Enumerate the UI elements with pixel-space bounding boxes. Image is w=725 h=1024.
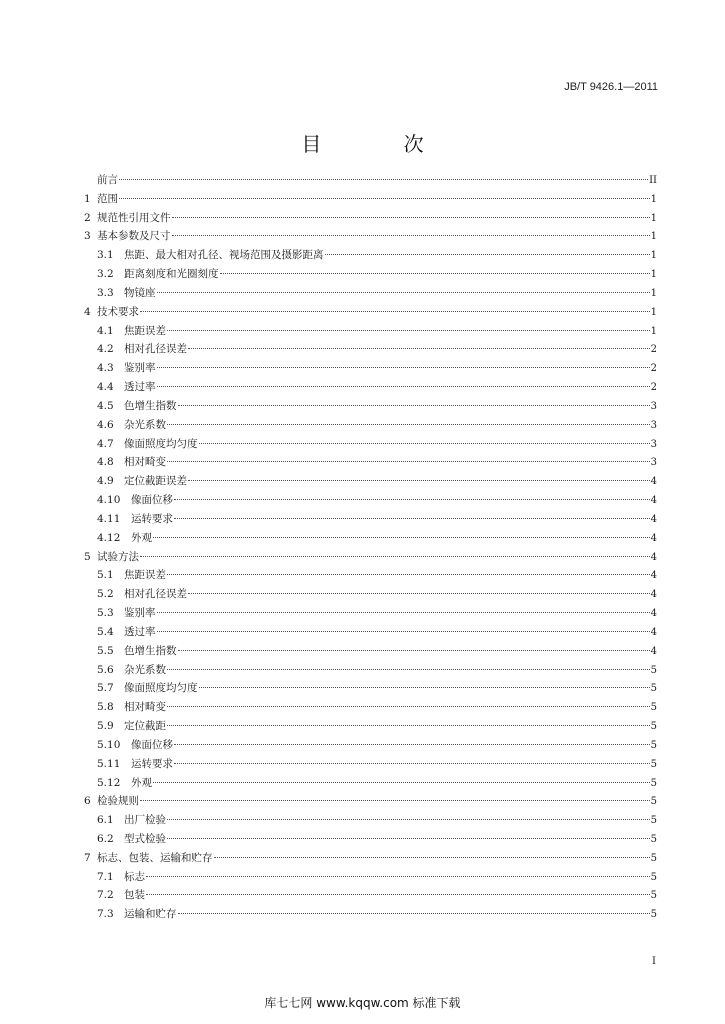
toc-entry[interactable] — [84, 811, 657, 830]
toc-dot-leader — [167, 705, 650, 707]
toc-entry-page: 2 — [650, 382, 657, 394]
toc-entry-label: 包装 — [124, 889, 145, 902]
toc-entry[interactable] — [84, 886, 657, 905]
toc-entry-number: 4.7 — [97, 437, 114, 450]
toc-dot-leader — [140, 310, 650, 312]
toc-entry[interactable] — [84, 905, 657, 924]
toc-dot-leader — [157, 630, 650, 632]
toc-entry[interactable] — [84, 510, 657, 529]
toc-entry[interactable] — [84, 171, 657, 190]
toc-entry-label: 杂光系数 — [124, 418, 166, 431]
toc-dot-leader — [199, 686, 650, 688]
toc-entry[interactable] — [84, 416, 657, 435]
toc-entry[interactable] — [84, 830, 657, 849]
toc-entry-label: 透过率 — [124, 381, 156, 394]
toc-entry[interactable] — [84, 265, 657, 284]
toc-entry-number: 5.1 — [97, 569, 114, 582]
toc-entry[interactable] — [84, 623, 657, 642]
toc-dot-leader — [188, 592, 650, 594]
toc-entry[interactable] — [84, 378, 657, 397]
toc-entry-page: 4 — [650, 495, 657, 507]
toc-entry-number: 3.3 — [97, 286, 114, 299]
toc-entry[interactable] — [84, 190, 657, 209]
toc-entry-page: 3 — [650, 419, 657, 431]
toc-entry-page: 4 — [650, 570, 657, 582]
toc-entry-number: 5.5 — [97, 644, 114, 657]
toc-entry-number: 5.7 — [97, 682, 114, 695]
toc-entry-page: 4 — [650, 513, 657, 525]
toc-entry-page: 3 — [650, 400, 657, 412]
toc-dot-leader — [153, 536, 650, 538]
toc-entry-number: 4.5 — [97, 399, 114, 412]
toc-entry-label: 色增生指数 — [124, 399, 177, 412]
toc-dot-leader — [167, 573, 650, 575]
toc-dot-leader — [167, 724, 650, 726]
toc-dot-leader — [188, 479, 650, 481]
page-title: 目 次 — [301, 132, 462, 156]
toc-entry-number: 3.1 — [97, 249, 114, 262]
toc-entry-label: 规范性引用文件 — [97, 211, 171, 224]
toc-entry-number: 4.6 — [97, 418, 114, 431]
toc-entry-page: 1 — [650, 287, 657, 299]
toc-entry-label: 像面照度均匀度 — [124, 437, 198, 450]
toc-entry-number: 6 — [84, 795, 91, 808]
toc-dot-leader — [140, 799, 650, 801]
toc-entry[interactable] — [84, 585, 657, 604]
toc-entry-number: 7.3 — [97, 908, 114, 921]
toc-entry-number: 4.12 — [97, 531, 121, 544]
toc-entry-number: 5.8 — [97, 701, 114, 714]
toc-dot-leader — [167, 818, 650, 820]
toc-entry-page: 5 — [650, 871, 657, 883]
toc-entry[interactable] — [84, 604, 657, 623]
toc-dot-leader — [146, 875, 650, 877]
toc-entry-label: 相对孔径误差 — [124, 588, 187, 601]
toc-entry-number: 4.8 — [97, 456, 114, 469]
toc-dot-leader — [188, 347, 650, 349]
toc-entry-page: 3 — [650, 438, 657, 450]
toc-entry-label: 相对畸变 — [124, 456, 166, 469]
toc-entry-label: 标志、包装、运输和贮存 — [97, 851, 213, 864]
toc-dot-leader — [174, 762, 650, 764]
toc-entry-number: 5 — [84, 550, 91, 563]
toc-entry[interactable] — [84, 322, 657, 341]
toc-entry-label: 色增生指数 — [124, 644, 177, 657]
toc-entry-label: 物镜座 — [124, 286, 156, 299]
toc-entry-page: 4 — [650, 645, 657, 657]
toc-entry-number: 2 — [84, 211, 91, 224]
toc-dot-leader — [172, 234, 650, 236]
toc-entry-page: 1 — [650, 306, 657, 318]
toc-entry-page: 1 — [650, 250, 657, 262]
toc-entry-page: 5 — [650, 721, 657, 733]
toc-entry-label: 出厂检验 — [124, 814, 166, 827]
toc-entry-number: 4.1 — [97, 324, 114, 337]
toc-entry-page: 5 — [650, 909, 657, 921]
toc-entry-page: 1 — [650, 269, 657, 281]
toc-entry-number: 4 — [84, 305, 91, 318]
toc-entry-label: 像面照度均匀度 — [124, 682, 198, 695]
toc-dot-leader — [220, 272, 650, 274]
toc-entry-label: 透过率 — [124, 625, 156, 638]
toc-dot-leader — [174, 517, 650, 519]
toc-entry[interactable] — [84, 227, 657, 246]
toc-entry-label: 运转要求 — [131, 757, 173, 770]
toc-entry-page: 4 — [650, 551, 657, 563]
toc-dot-leader — [167, 460, 650, 462]
toc-dot-leader — [178, 404, 650, 406]
toc-entry-label: 焦距、最大相对孔径、视场范围及摄影距离 — [124, 249, 324, 262]
toc-entry-page: 5 — [650, 683, 657, 695]
standard-code: JB/T 9426.1—2011 — [564, 81, 658, 93]
toc-entry[interactable] — [84, 435, 657, 454]
toc-entry[interactable] — [84, 679, 657, 698]
toc-entry-page: 1 — [650, 231, 657, 243]
toc-entry-page: 5 — [650, 890, 657, 902]
toc-entry[interactable] — [84, 717, 657, 736]
toc-entry-page: 2 — [650, 344, 657, 356]
toc-entry-label: 技术要求 — [97, 305, 139, 318]
toc-entry-number: 4.11 — [97, 512, 121, 525]
toc-entry-number: 5.11 — [97, 757, 121, 770]
toc-entry-number: 3 — [84, 230, 91, 243]
toc-entry[interactable] — [84, 548, 657, 567]
table-of-contents — [84, 171, 657, 924]
toc-entry-label: 定位截距 — [124, 720, 166, 733]
toc-entry-number: 4.9 — [97, 475, 114, 488]
toc-dot-leader — [167, 423, 650, 425]
toc-entry-label: 焦距误差 — [124, 569, 166, 582]
toc-entry-label: 外观 — [131, 531, 152, 544]
toc-dot-leader — [167, 668, 650, 670]
toc-dot-leader — [199, 442, 650, 444]
toc-entry-number: 5.10 — [97, 738, 121, 751]
footer-watermark: 库七七网 www.kqqw.com 标准下载 — [264, 996, 461, 1010]
toc-entry-number: 5.2 — [97, 588, 114, 601]
toc-entry[interactable] — [84, 246, 657, 265]
toc-entry-page: 4 — [650, 626, 657, 638]
toc-entry-number: 5.6 — [97, 663, 114, 676]
toc-entry-number: 1 — [84, 192, 91, 205]
toc-entry-label: 相对孔径误差 — [124, 343, 187, 356]
toc-entry[interactable] — [84, 284, 657, 303]
toc-entry[interactable] — [84, 529, 657, 548]
toc-entry-label: 外观 — [131, 776, 152, 789]
toc-entry-number: 7 — [84, 851, 91, 864]
toc-entry-page: 3 — [650, 457, 657, 469]
toc-entry-number: 5.9 — [97, 720, 114, 733]
toc-dot-leader — [157, 291, 650, 293]
page-number: I — [652, 956, 656, 967]
toc-entry-label: 检验规则 — [97, 795, 139, 808]
toc-dot-leader — [174, 498, 650, 500]
toc-entry[interactable] — [84, 340, 657, 359]
toc-entry[interactable] — [84, 397, 657, 416]
toc-entry-page: 5 — [650, 852, 657, 864]
toc-entry[interactable] — [84, 849, 657, 868]
toc-dot-leader — [157, 385, 650, 387]
toc-dot-leader — [214, 856, 650, 858]
toc-entry-label: 像面位移 — [131, 494, 173, 507]
toc-entry-label: 相对畸变 — [124, 701, 166, 714]
toc-entry-label: 试验方法 — [97, 550, 139, 563]
toc-dot-leader — [153, 781, 650, 783]
toc-entry-label: 前言 — [97, 174, 118, 186]
toc-dot-leader — [174, 743, 650, 745]
toc-entry-label: 运转要求 — [131, 512, 173, 525]
toc-dot-leader — [140, 555, 650, 557]
toc-dot-leader — [119, 197, 650, 199]
toc-entry-page: 5 — [650, 777, 657, 789]
toc-entry-label: 鉴别率 — [124, 607, 156, 620]
toc-entry-page: 1 — [650, 193, 657, 205]
toc-entry[interactable] — [84, 774, 657, 793]
toc-entry[interactable] — [84, 209, 657, 228]
toc-entry-number: 6.1 — [97, 814, 114, 827]
toc-entry-number: 7.2 — [97, 889, 114, 902]
toc-dot-leader — [119, 178, 648, 180]
toc-entry[interactable] — [84, 472, 657, 491]
toc-entry[interactable] — [84, 661, 657, 680]
toc-entry[interactable] — [84, 755, 657, 774]
toc-entry-label: 杂光系数 — [124, 663, 166, 676]
toc-dot-leader — [146, 893, 650, 895]
toc-entry-number: 5.4 — [97, 625, 114, 638]
toc-entry-page: 5 — [650, 664, 657, 676]
toc-entry-page: 5 — [650, 815, 657, 827]
toc-entry-page: 5 — [650, 702, 657, 714]
toc-entry-label: 距离刻度和光圈刻度 — [124, 268, 219, 281]
toc-entry[interactable] — [84, 736, 657, 755]
toc-entry-label: 像面位移 — [131, 738, 173, 751]
toc-dot-leader — [178, 912, 650, 914]
toc-entry[interactable] — [84, 698, 657, 717]
toc-entry-label: 范围 — [97, 192, 118, 205]
toc-dot-leader — [178, 649, 650, 651]
toc-entry-page: 4 — [650, 476, 657, 488]
toc-dot-leader — [167, 329, 650, 331]
toc-entry-label: 标志 — [124, 870, 145, 883]
toc-entry-number: 5.12 — [97, 776, 121, 789]
toc-dot-leader — [157, 611, 650, 613]
toc-entry-number: 4.2 — [97, 343, 114, 356]
toc-entry-page: 5 — [650, 796, 657, 808]
toc-entry[interactable] — [84, 642, 657, 661]
toc-entry-page: 1 — [650, 212, 657, 224]
toc-dot-leader — [157, 366, 650, 368]
toc-dot-leader — [325, 253, 650, 255]
toc-entry-label: 基本参数及尺寸 — [97, 230, 171, 243]
toc-entry-page: 4 — [650, 608, 657, 620]
toc-entry-page: 4 — [650, 532, 657, 544]
toc-entry-number: 5.3 — [97, 607, 114, 620]
toc-entry-number: 4.4 — [97, 381, 114, 394]
toc-entry[interactable] — [84, 868, 657, 887]
toc-entry[interactable] — [84, 566, 657, 585]
toc-entry-label: 定位截距误差 — [124, 475, 187, 488]
toc-entry-page: 5 — [650, 833, 657, 845]
toc-entry[interactable] — [84, 792, 657, 811]
toc-entry-page: 2 — [650, 363, 657, 375]
toc-entry-label: 焦距误差 — [124, 324, 166, 337]
toc-entry-number: 7.1 — [97, 870, 114, 883]
toc-entry-label: 鉴别率 — [124, 362, 156, 375]
toc-entry-page: II — [649, 175, 657, 186]
toc-dot-leader — [167, 837, 650, 839]
toc-entry-number: 6.2 — [97, 832, 114, 845]
toc-entry[interactable] — [84, 453, 657, 472]
toc-entry-label: 型式检验 — [124, 832, 166, 845]
toc-entry[interactable] — [84, 491, 657, 510]
toc-entry-page: 4 — [650, 589, 657, 601]
toc-entry-page: 5 — [650, 739, 657, 751]
toc-entry-number: 4.3 — [97, 362, 114, 375]
toc-dot-leader — [172, 216, 650, 218]
toc-entry-number: 3.2 — [97, 268, 114, 281]
toc-entry-label: 运输和贮存 — [124, 908, 177, 921]
toc-entry-page: 1 — [650, 325, 657, 337]
toc-entry-number: 4.10 — [97, 494, 121, 507]
toc-entry-page: 5 — [650, 758, 657, 770]
toc-entry[interactable] — [84, 359, 657, 378]
toc-entry[interactable] — [84, 303, 657, 322]
